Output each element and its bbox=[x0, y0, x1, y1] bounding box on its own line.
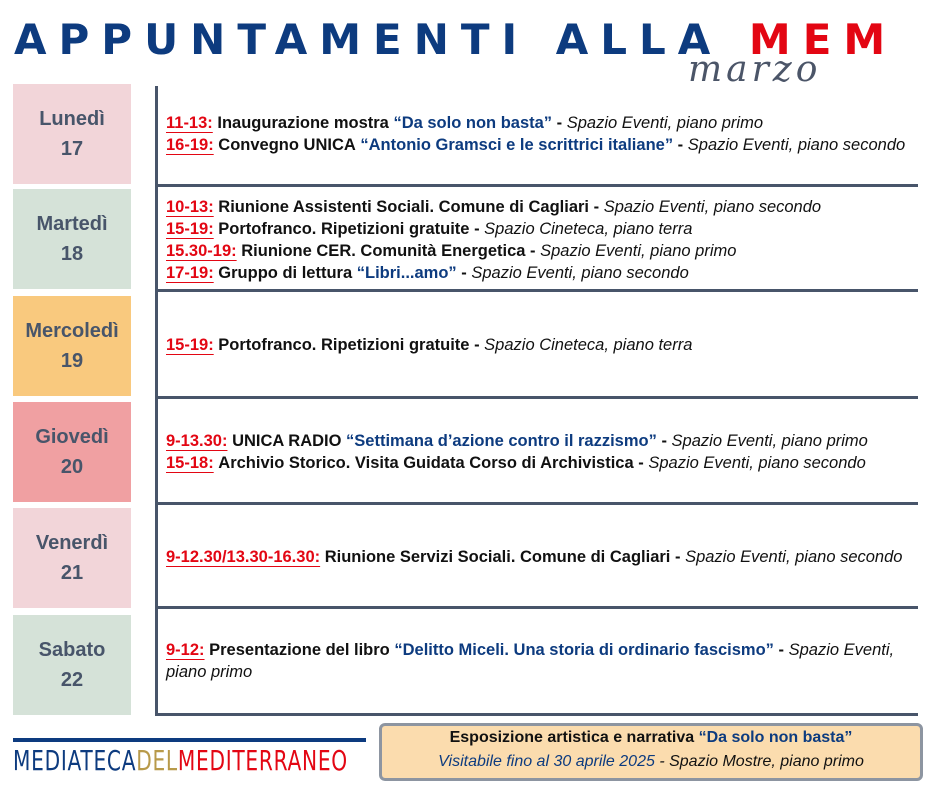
day-events-6 bbox=[166, 610, 926, 712]
day-number: 21 bbox=[60, 562, 84, 584]
event-time: 16-19: bbox=[166, 136, 214, 154]
event-separator: - bbox=[593, 197, 600, 216]
event-separator: - bbox=[556, 114, 563, 132]
event-item bbox=[166, 452, 926, 474]
event-location: Spazio Eventi, piano secondo bbox=[648, 454, 866, 472]
event-item bbox=[166, 546, 926, 568]
row-divider bbox=[155, 713, 918, 716]
day-name: Lunedì bbox=[39, 108, 105, 130]
exhibition-box bbox=[379, 723, 923, 781]
event-separator: - bbox=[474, 219, 480, 238]
event-location: Spazio Eventi, piano primo bbox=[566, 114, 764, 132]
day-label-3 bbox=[13, 296, 131, 396]
day-number: 20 bbox=[60, 456, 84, 478]
event-item bbox=[166, 112, 926, 134]
event-location: Spazio Eventi, piano primo bbox=[166, 641, 895, 681]
event-name: Archivio Storico. Visita Guidata Corso di Archivistica bbox=[218, 454, 634, 472]
day-name: Martedì bbox=[36, 213, 108, 235]
event-item bbox=[166, 134, 926, 156]
event-separator: - bbox=[778, 641, 785, 659]
logo-divider bbox=[13, 738, 366, 742]
row-divider bbox=[155, 184, 918, 187]
event-location: Spazio Eventi, piano primo bbox=[540, 241, 737, 260]
day-label-5 bbox=[13, 508, 131, 608]
event-name: Inaugurazione mostra bbox=[217, 114, 389, 132]
exhibition-title bbox=[382, 726, 920, 750]
event-name: Gruppo di lettura bbox=[218, 263, 353, 282]
day-events-4 bbox=[166, 402, 926, 502]
event-name: Portofranco. Ripetizioni gratuite bbox=[218, 219, 470, 238]
day-number: 18 bbox=[60, 243, 84, 265]
event-quote: “Da solo non basta” bbox=[393, 114, 553, 132]
exhibition-details bbox=[382, 750, 920, 774]
month-subtitle: marzo bbox=[688, 49, 822, 90]
schedule-vertical-divider bbox=[155, 86, 158, 716]
event-time: 15-18: bbox=[166, 454, 214, 472]
event-location: Spazio Eventi, piano secondo bbox=[603, 197, 822, 216]
event-time: 10-13: bbox=[166, 197, 214, 216]
exhibition-date: Visitabile fino al 30 aprile 2025 bbox=[438, 753, 655, 770]
event-location: Spazio Eventi, piano secondo bbox=[471, 263, 689, 282]
day-label-4 bbox=[13, 402, 131, 502]
day-number: 22 bbox=[60, 669, 84, 691]
day-label-6 bbox=[13, 615, 131, 715]
event-location: Spazio Eventi, piano secondo bbox=[687, 136, 906, 154]
event-item bbox=[166, 639, 926, 683]
logo-part-mediateca: MEDIATECA bbox=[13, 744, 137, 777]
mediateca-logo bbox=[13, 744, 348, 778]
day-number: 17 bbox=[60, 138, 84, 160]
event-quote: “Libri...amo” bbox=[356, 263, 457, 282]
event-item bbox=[166, 240, 926, 262]
event-item bbox=[166, 262, 926, 284]
event-location: Spazio Eventi, piano primo bbox=[671, 432, 868, 450]
day-name: Sabato bbox=[38, 639, 106, 661]
event-time: 9-12: bbox=[166, 641, 205, 659]
event-time: 9-12.30/13.30-16.30: bbox=[166, 547, 321, 566]
day-events-3 bbox=[166, 292, 926, 398]
day-number: 19 bbox=[60, 350, 84, 372]
event-time: 11-13: bbox=[166, 114, 213, 132]
event-item bbox=[166, 196, 926, 218]
day-events-2 bbox=[166, 189, 926, 290]
event-item bbox=[166, 218, 926, 240]
exhibition-location: - Spazio Mostre, piano primo bbox=[659, 753, 864, 770]
event-separator: - bbox=[474, 336, 480, 354]
event-time: 17-19: bbox=[166, 263, 214, 282]
event-separator: - bbox=[638, 454, 644, 472]
event-separator: - bbox=[530, 241, 536, 260]
event-name: Riunione Assistenti Sociali. Comune di Cagliari bbox=[218, 197, 589, 216]
title-main: APPUNTAMENTI ALLA bbox=[14, 15, 723, 64]
event-location: Spazio Cineteca, piano terra bbox=[484, 219, 693, 238]
exhibition-quote: “Da solo non basta” bbox=[698, 729, 853, 746]
logo-part-del: DEL bbox=[136, 744, 178, 777]
day-name: Giovedì bbox=[35, 426, 109, 448]
day-label-1 bbox=[13, 84, 131, 184]
event-separator: - bbox=[674, 547, 681, 566]
event-item bbox=[166, 430, 926, 452]
day-events-5 bbox=[166, 505, 926, 608]
event-separator: - bbox=[661, 432, 667, 450]
day-name: Mercoledì bbox=[25, 320, 119, 342]
title-accent: MEM bbox=[748, 15, 898, 64]
event-separator: - bbox=[461, 263, 467, 282]
logo-part-mediterraneo: MEDITERRANEO bbox=[177, 744, 348, 777]
event-name: Riunione CER. Comunità Energetica bbox=[241, 241, 526, 260]
event-name: Convegno UNICA bbox=[218, 136, 356, 154]
event-name: UNICA RADIO bbox=[232, 432, 342, 450]
event-quote: “Settimana d’azione contro il razzismo” bbox=[346, 432, 657, 450]
event-location: Spazio Cineteca, piano terra bbox=[484, 336, 693, 354]
event-quote: “Delitto Miceli. Una storia di ordinario fascismo” bbox=[394, 641, 774, 659]
event-item bbox=[166, 334, 926, 356]
day-events-1 bbox=[166, 88, 926, 180]
event-time: 15.30-19: bbox=[166, 241, 237, 260]
event-name: Riunione Servizi Sociali. Comune di Cagliari bbox=[324, 547, 671, 566]
day-label-2 bbox=[13, 189, 131, 289]
event-location: Spazio Eventi, piano secondo bbox=[685, 547, 903, 566]
event-separator: - bbox=[677, 136, 684, 154]
exhibition-label: Esposizione artistica e narrativa bbox=[449, 729, 695, 746]
event-time: 15-19: bbox=[166, 336, 214, 354]
day-name: Venerdì bbox=[35, 532, 109, 554]
event-name: Presentazione del libro bbox=[209, 641, 390, 659]
event-quote: “Antonio Gramsci e le scrittrici italiane” bbox=[360, 136, 674, 154]
event-name: Portofranco. Ripetizioni gratuite bbox=[218, 336, 470, 354]
event-time: 15-19: bbox=[166, 219, 214, 238]
event-time: 9-13.30: bbox=[166, 432, 228, 450]
